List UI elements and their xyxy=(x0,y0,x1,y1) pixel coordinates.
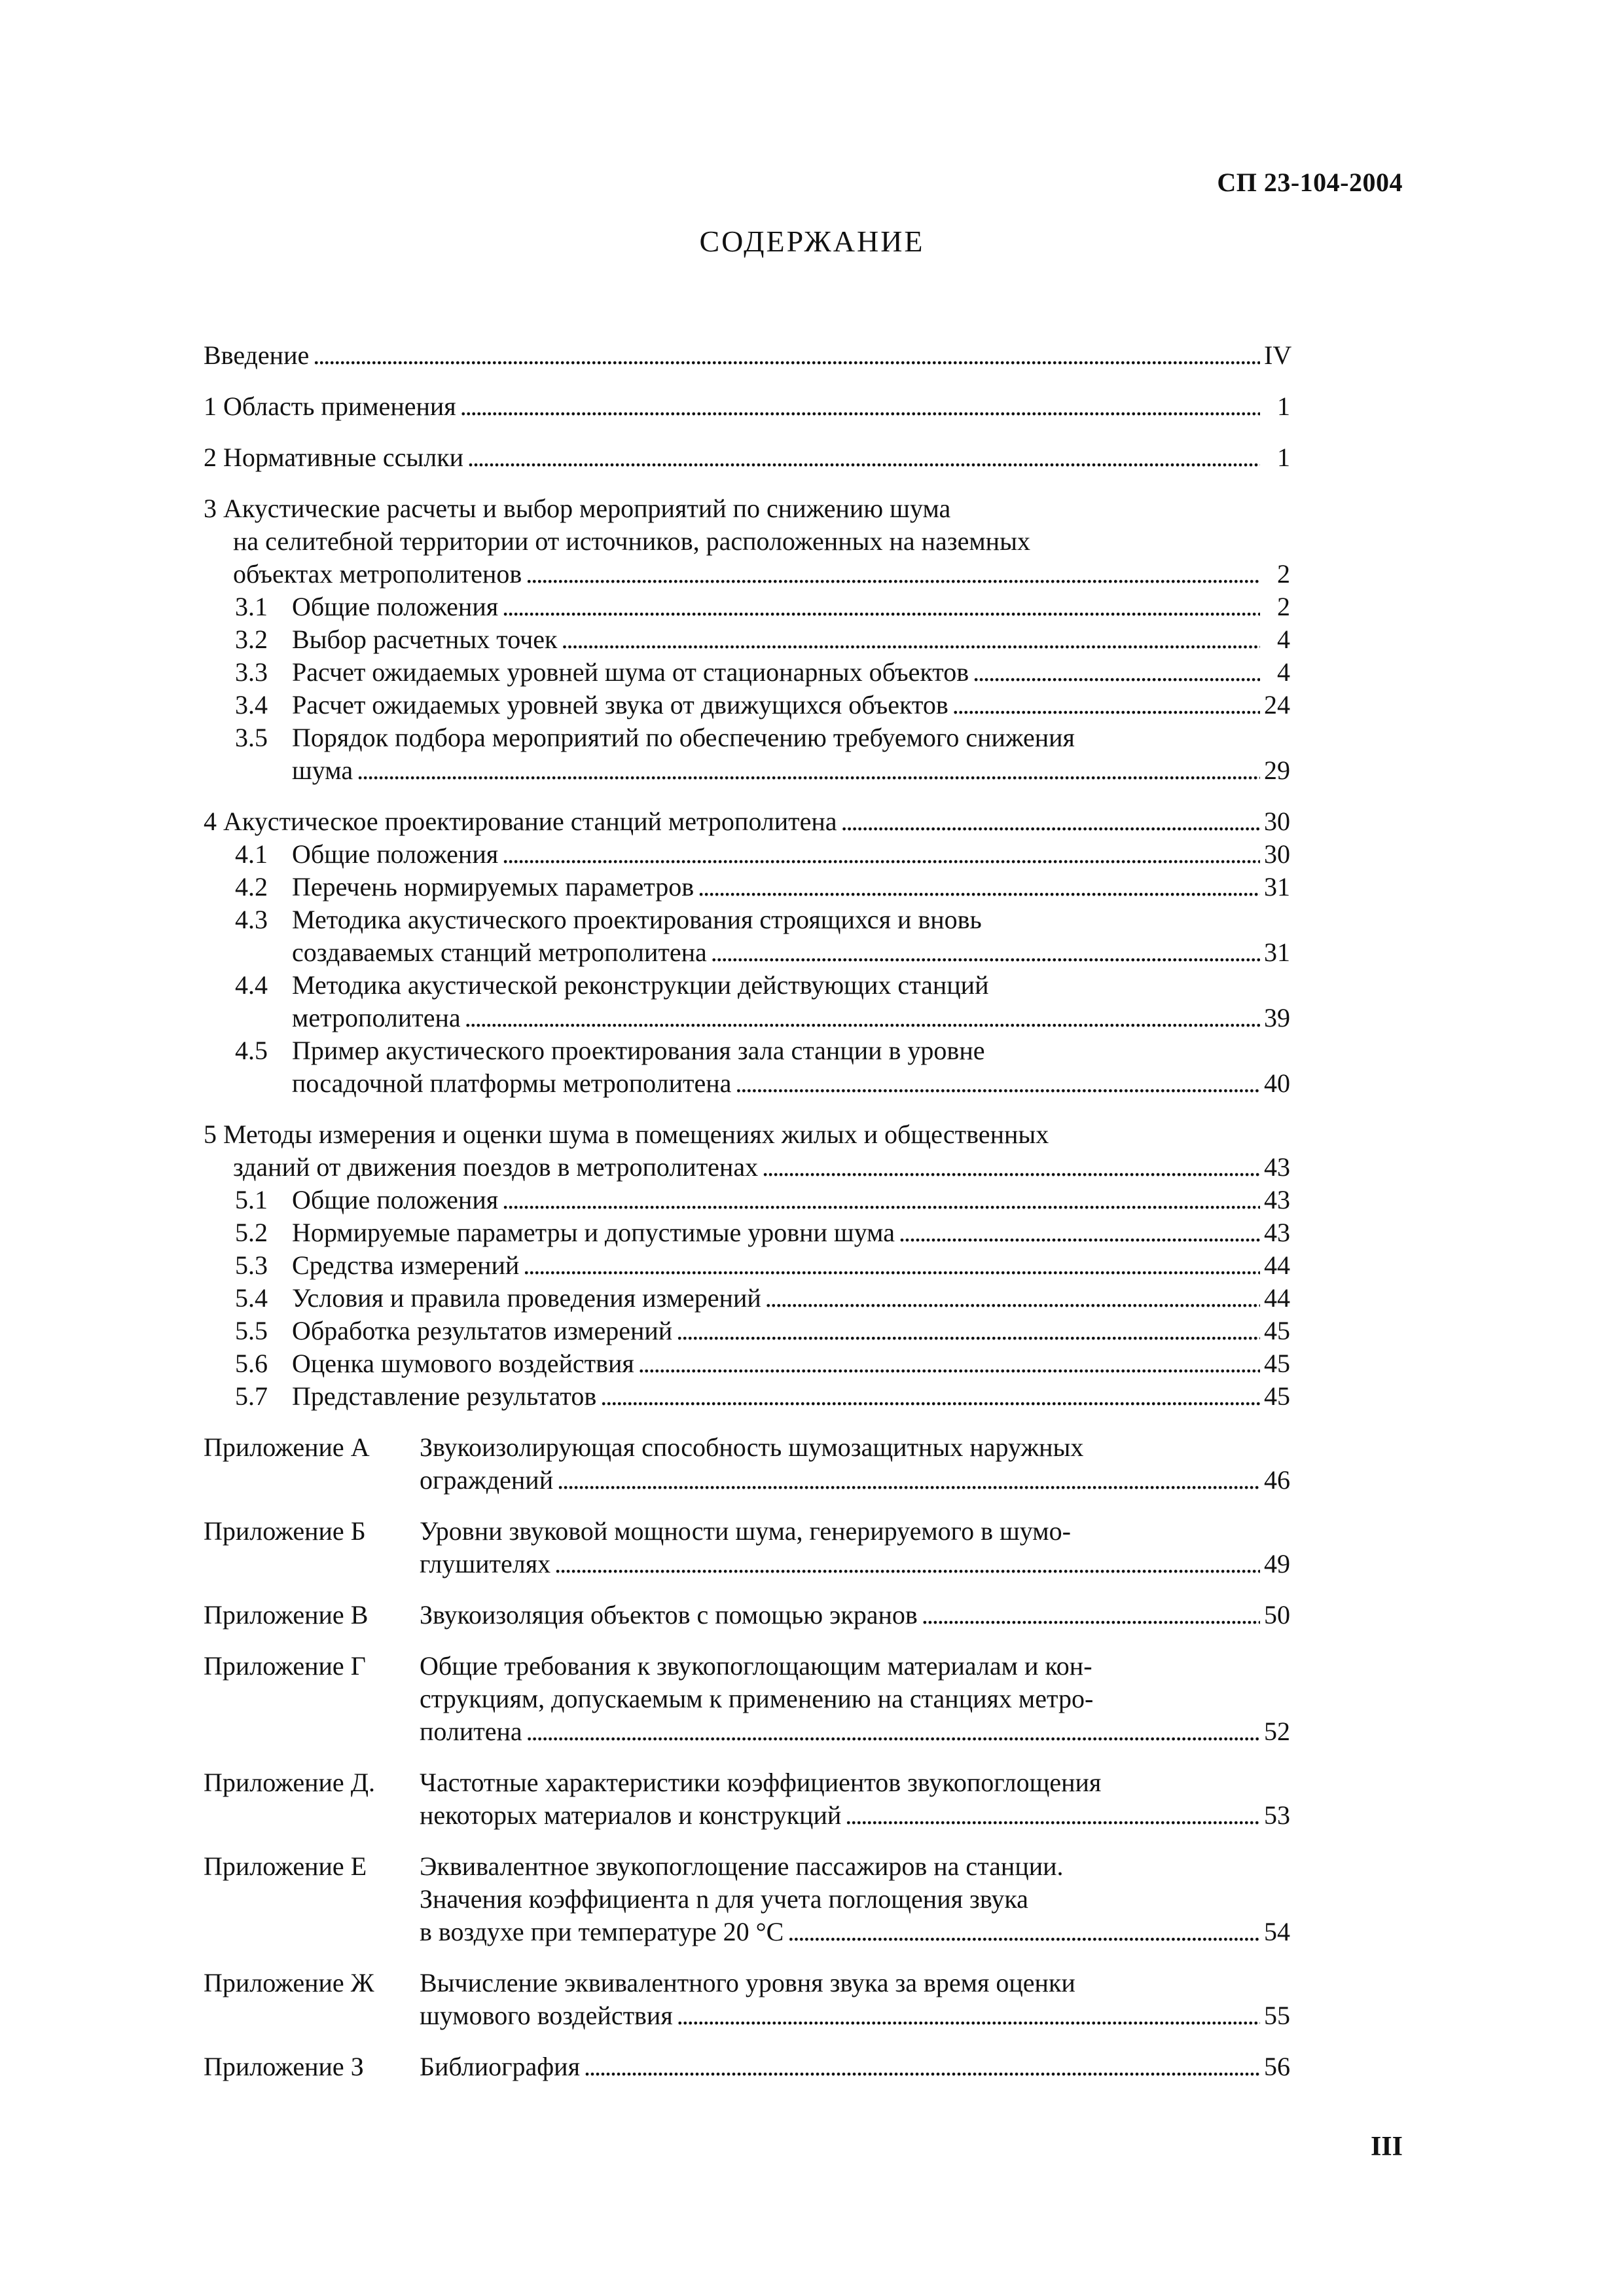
toc-entry-intro[interactable] xyxy=(204,339,1290,372)
toc-entry-section-2[interactable] xyxy=(204,441,1290,474)
toc-page-number: 30 xyxy=(1264,807,1290,836)
toc-entry-title: 2 Нормативные ссылки xyxy=(204,443,464,472)
toc-entry-title-line: в воздухе при температуре 20 °С xyxy=(420,1917,784,1946)
leader-dots xyxy=(554,1548,1260,1580)
appendix-label: Приложение Б xyxy=(204,1516,366,1546)
toc-entry-appendix-d[interactable] xyxy=(204,1766,1290,1832)
toc-entry-3-3[interactable] xyxy=(204,656,1290,689)
leader-dots xyxy=(460,390,1260,423)
toc-entry-title-line: Порядок подбора мероприятий по обеспечению требуемого снижения xyxy=(292,723,1075,752)
toc-entry-number: 5.6 xyxy=(235,1349,268,1378)
toc-entry-3-4[interactable] xyxy=(204,689,1290,721)
toc-entry-title-line: шума xyxy=(292,756,353,785)
toc-entry-4-1[interactable] xyxy=(204,838,1290,871)
leader-dots xyxy=(899,1216,1260,1249)
leader-dots xyxy=(973,656,1260,689)
appendix-label: Приложение В xyxy=(204,1600,369,1630)
toc-page-number: 44 xyxy=(1264,1250,1290,1280)
toc-entry-title-line: объектах метрополитенов xyxy=(233,559,522,589)
leader-dots xyxy=(557,1464,1260,1497)
leader-dots xyxy=(845,1799,1260,1832)
toc-entry-title: Расчет ожидаемых уровней шума от стационарных объектов xyxy=(292,657,969,687)
toc-entry-title: Введение xyxy=(204,340,310,370)
toc-entry-title-line: Звукоизоляция объектов с помощью экранов xyxy=(420,1600,918,1630)
appendix-label: Приложение А xyxy=(204,1432,370,1462)
leader-dots xyxy=(526,1715,1260,1748)
toc-page-number: 43 xyxy=(1264,1152,1290,1182)
leader-dots xyxy=(526,558,1260,591)
toc-entry-number: 5.3 xyxy=(235,1250,268,1280)
appendix-label: Приложение Ж xyxy=(204,1968,374,1997)
leader-dots xyxy=(357,754,1260,787)
leader-dots xyxy=(735,1067,1260,1100)
toc-page-number: 24 xyxy=(1264,690,1290,720)
toc-page-number: 43 xyxy=(1264,1185,1290,1214)
toc-entry-number: 4.3 xyxy=(235,905,268,934)
toc-entry-section-4[interactable] xyxy=(204,805,1290,838)
toc-entry-title-line: Общие требования к звукопоглощающим материалам и кон- xyxy=(420,1651,1092,1681)
leader-dots xyxy=(676,1315,1260,1347)
toc-entry-appendix-z[interactable] xyxy=(204,2050,1290,2083)
leader-dots xyxy=(523,1249,1260,1282)
toc-entry-title-line: 3 Акустические расчеты и выбор мероприятий по снижению шума xyxy=(204,494,951,523)
toc-page-number: 45 xyxy=(1264,1316,1290,1345)
leader-dots xyxy=(502,1184,1260,1216)
toc-entry-title-line: 5 Методы измерения и оценки шума в помещениях жилых и общественных xyxy=(204,1120,1049,1149)
toc-entry-title-line: зданий от движения поездов в метрополитенах xyxy=(233,1152,759,1182)
toc-entry-4-3[interactable] xyxy=(204,903,1290,969)
toc-entry-title-line: Пример акустического проектирования зала станции в уровне xyxy=(292,1036,985,1065)
toc-entry-3-5[interactable] xyxy=(204,721,1290,787)
toc-entry-title: Перечень нормируемых параметров xyxy=(292,872,695,902)
toc-entry-4-4[interactable] xyxy=(204,969,1290,1034)
toc-page-number: 55 xyxy=(1264,2001,1290,2030)
toc-entry-number: 5.7 xyxy=(235,1381,268,1411)
table-of-contents xyxy=(204,339,1290,2083)
appendix-label: Приложение З xyxy=(204,2052,364,2081)
toc-entry-number: 5.1 xyxy=(235,1185,268,1214)
toc-entry-3-2[interactable] xyxy=(204,623,1290,656)
toc-entry-section-3[interactable] xyxy=(204,492,1290,591)
toc-entry-number: 4.2 xyxy=(235,872,268,902)
appendix-label: Приложение Г xyxy=(204,1651,366,1681)
toc-entry-title: Представление результатов xyxy=(292,1381,597,1411)
toc-entry-appendix-e[interactable] xyxy=(204,1850,1290,1948)
toc-entry-title-line: Значения коэффициента n для учета поглощения звука xyxy=(420,1884,1028,1914)
toc-entry-number: 3.3 xyxy=(235,657,268,687)
toc-page-number: 49 xyxy=(1264,1549,1290,1578)
toc-entry-title: Средства измерений xyxy=(292,1250,520,1280)
toc-page-number: 4 xyxy=(1277,625,1290,654)
toc-page-number: 39 xyxy=(1264,1003,1290,1032)
toc-entry-number: 3.5 xyxy=(235,723,268,752)
leader-dots xyxy=(698,871,1260,903)
leader-dots xyxy=(502,591,1260,623)
toc-page-number: 2 xyxy=(1277,592,1290,621)
toc-entry-5-4[interactable] xyxy=(204,1282,1290,1315)
toc-page-number: 2 xyxy=(1277,559,1290,589)
leader-dots xyxy=(922,1599,1260,1631)
leader-dots xyxy=(600,1380,1260,1413)
leader-dots xyxy=(841,805,1260,838)
toc-entry-appendix-zh[interactable] xyxy=(204,1967,1290,2032)
toc-entry-title-line: Эквивалентное звукопоглощение пассажиров на станции. xyxy=(420,1851,1064,1881)
toc-entry-title: 1 Область применения xyxy=(204,392,456,421)
toc-entry-title-line: на селитебной территории от источников, расположенных на наземных xyxy=(233,526,1030,556)
toc-entry-number: 3.1 xyxy=(235,592,268,621)
toc-entry-title-line: посадочной платформы метрополитена xyxy=(292,1068,732,1098)
toc-entry-appendix-g[interactable] xyxy=(204,1650,1290,1748)
toc-page-number: 52 xyxy=(1264,1717,1290,1746)
leader-dots xyxy=(584,2050,1260,2083)
toc-page-number: 56 xyxy=(1264,2052,1290,2081)
page-number: III xyxy=(1370,2132,1403,2162)
toc-entry-number: 3.4 xyxy=(235,690,268,720)
toc-page-number: 45 xyxy=(1264,1381,1290,1411)
appendix-label: Приложение Е xyxy=(204,1851,367,1881)
toc-entry-appendix-v[interactable] xyxy=(204,1599,1290,1631)
toc-entry-4-5[interactable] xyxy=(204,1034,1290,1100)
toc-page-number: 40 xyxy=(1264,1068,1290,1098)
leader-dots xyxy=(561,623,1260,656)
toc-entry-4-2[interactable] xyxy=(204,871,1290,903)
toc-entry-title-line: струкциям, допускаемым к применению на станциях метро- xyxy=(420,1684,1094,1713)
leader-dots xyxy=(765,1282,1260,1315)
toc-entry-5-5[interactable] xyxy=(204,1315,1290,1347)
document-code: СП 23-104-2004 xyxy=(1217,168,1403,197)
toc-page-number: 43 xyxy=(1264,1218,1290,1247)
leader-dots xyxy=(313,339,1260,372)
leader-dots xyxy=(677,1999,1260,2032)
toc-page-number: 50 xyxy=(1264,1600,1290,1630)
toc-entry-section-5[interactable] xyxy=(204,1118,1290,1184)
toc-entry-section-1[interactable] xyxy=(204,390,1290,423)
toc-page-number: 31 xyxy=(1264,872,1290,902)
toc-entry-title: Общие положения xyxy=(292,839,499,869)
toc-entry-title: 4 Акустическое проектирование станций метрополитена xyxy=(204,807,837,836)
toc-page-number: 1 xyxy=(1277,392,1290,421)
toc-entry-title-line: Звукоизолирующая способность шумозащитных наружных xyxy=(420,1432,1084,1462)
toc-entry-number: 5.2 xyxy=(235,1218,268,1247)
leader-dots xyxy=(502,838,1260,871)
toc-entry-number: 4.5 xyxy=(235,1036,268,1065)
toc-entry-title: Расчет ожидаемых уровней звука от движущихся объектов xyxy=(292,690,948,720)
leader-dots xyxy=(638,1347,1260,1380)
toc-entry-3-1[interactable] xyxy=(204,591,1290,623)
toc-entry-title: Нормируемые параметры и допустимые уровни шума xyxy=(292,1218,895,1247)
toc-page-number: 46 xyxy=(1264,1465,1290,1495)
toc-page-number: 1 xyxy=(1277,443,1290,472)
toc-entry-title: Условия и правила проведения измерений xyxy=(292,1283,761,1313)
toc-entry-title: Оценка шумового воздействия xyxy=(292,1349,634,1378)
appendix-label: Приложение Д. xyxy=(204,1768,375,1797)
toc-entry-appendix-b[interactable] xyxy=(204,1515,1290,1580)
toc-entry-number: 3.2 xyxy=(235,625,268,654)
toc-entry-5-3[interactable] xyxy=(204,1249,1290,1282)
leader-dots xyxy=(952,689,1260,721)
toc-entry-5-6[interactable] xyxy=(204,1347,1290,1380)
toc-entry-title: Общие положения xyxy=(292,1185,499,1214)
toc-entry-number: 5.4 xyxy=(235,1283,268,1313)
leader-dots xyxy=(711,936,1260,969)
toc-entry-title: Общие положения xyxy=(292,592,499,621)
toc-page-number: 54 xyxy=(1264,1917,1290,1946)
toc-entry-appendix-a[interactable] xyxy=(204,1431,1290,1497)
toc-entry-title-line: политена xyxy=(420,1717,522,1746)
toc-entry-title-line: ограждений xyxy=(420,1465,554,1495)
toc-entry-title-line: Методика акустической реконструкции действующих станций xyxy=(292,970,989,1000)
toc-page-number: 4 xyxy=(1277,657,1290,687)
toc-entry-number: 5.5 xyxy=(235,1316,268,1345)
toc-entry-5-1[interactable] xyxy=(204,1184,1290,1216)
leader-dots xyxy=(465,1002,1260,1034)
toc-page-number: 45 xyxy=(1264,1349,1290,1378)
toc-entry-title-line: шумового воздействия xyxy=(420,2001,673,2030)
toc-page-number: 31 xyxy=(1264,938,1290,967)
toc-entry-title-line: Уровни звуковой мощности шума, генерируемого в шумо- xyxy=(420,1516,1071,1546)
page-title: СОДЕРЖАНИЕ xyxy=(699,225,925,258)
toc-entry-title-line: Частотные характеристики коэффициентов звукопоглощения xyxy=(420,1768,1102,1797)
toc-entry-title-line: Библиография xyxy=(420,2052,580,2081)
toc-entry-title-line: Вычисление эквивалентного уровня звука за время оценки xyxy=(420,1968,1075,1997)
toc-entry-title: Обработка результатов измерений xyxy=(292,1316,673,1345)
toc-entry-5-7[interactable] xyxy=(204,1380,1290,1413)
toc-entry-number: 4.4 xyxy=(235,970,268,1000)
toc-page-number: 30 xyxy=(1264,839,1290,869)
toc-page-number: 44 xyxy=(1264,1283,1290,1313)
toc-entry-title: Выбор расчетных точек xyxy=(292,625,558,654)
toc-entry-5-2[interactable] xyxy=(204,1216,1290,1249)
toc-entry-title-line: Методика акустического проектирования строящихся и вновь xyxy=(292,905,982,934)
toc-page-number: 29 xyxy=(1264,756,1290,785)
toc-page-number: 53 xyxy=(1264,1800,1290,1830)
toc-entry-title-line: метрополитена xyxy=(292,1003,461,1032)
toc-entry-number: 4.1 xyxy=(235,839,268,869)
toc-entry-title-line: глушителях xyxy=(420,1549,551,1578)
leader-dots xyxy=(467,441,1260,474)
toc-entry-title-line: создаваемых станций метрополитена xyxy=(292,938,707,967)
leader-dots xyxy=(787,1916,1260,1948)
toc-page-number: IV xyxy=(1264,340,1292,370)
toc-entry-title-line: некоторых материалов и конструкций xyxy=(420,1800,842,1830)
leader-dots xyxy=(762,1151,1260,1184)
